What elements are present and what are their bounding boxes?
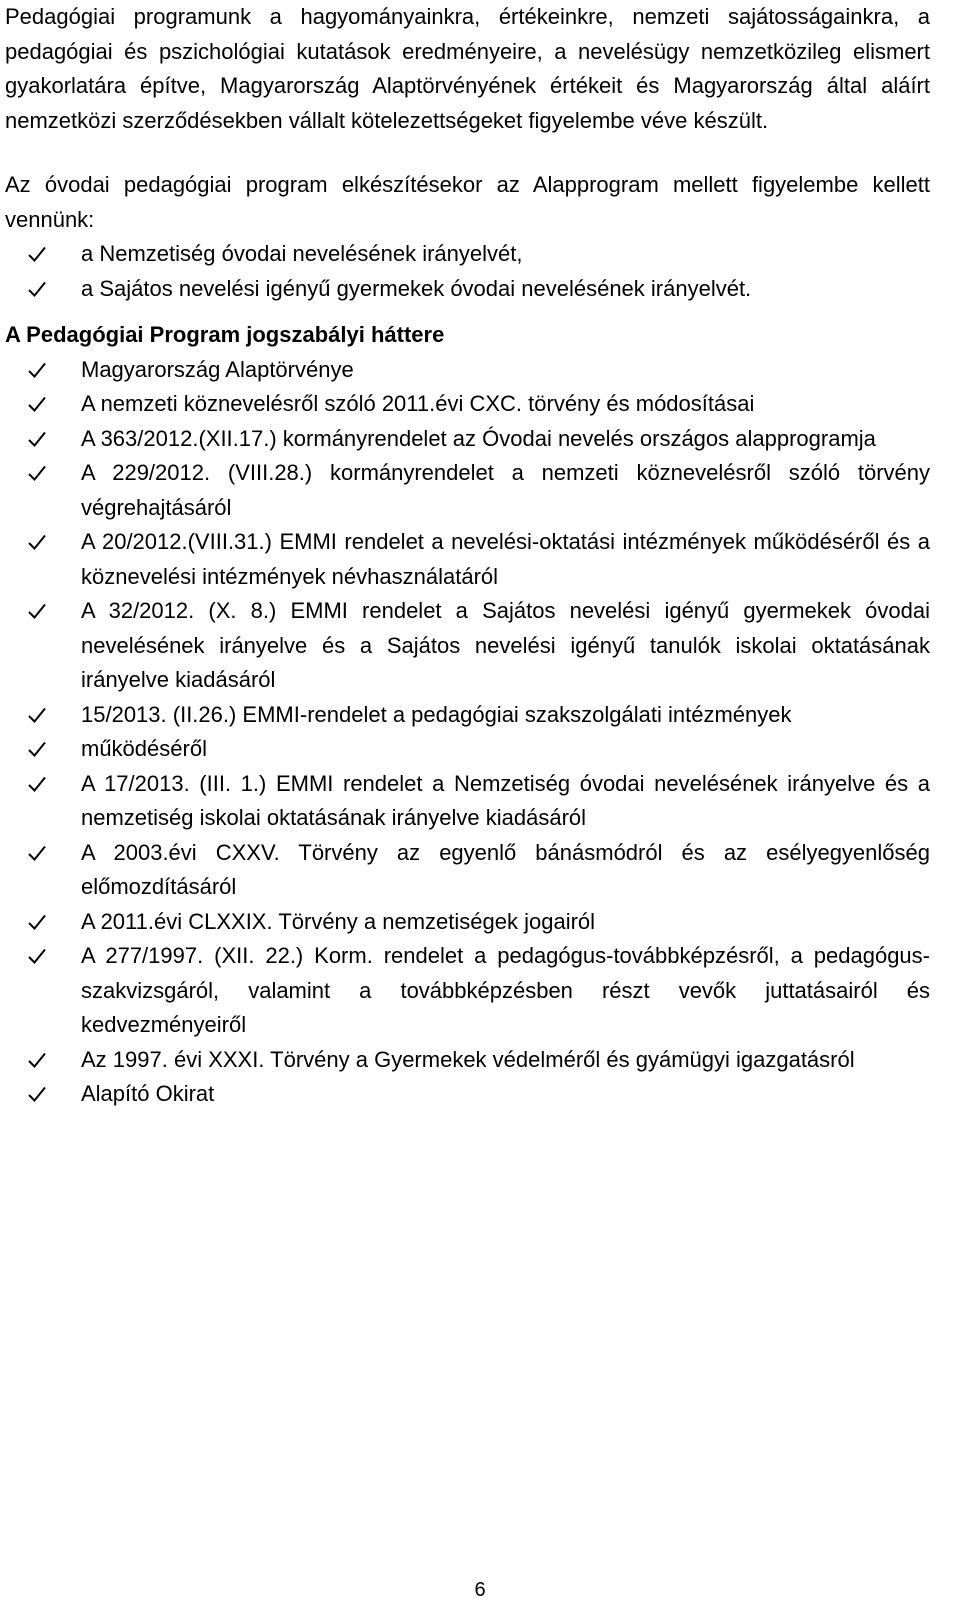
list-item (5, 272, 930, 307)
checkmark-icon (27, 1077, 49, 1112)
section-heading: A Pedagógiai Program jogszabályi háttere (5, 322, 445, 347)
intro-paragraph: Pedagógiai programunk a hagyományainkra, értékeinkre, nemzeti sajátosságainkra, a pedagógiai és pszichológiai kutatások eredményeire, a nevelésügy nemzetközileg elismert gyakorlatára építve, Magyarország Alaptörvényének értékeit és Magyarország által aláírt nemzetközi szerződésekben vállalt kötelezettségeket figyelembe véve készült. (5, 4, 930, 133)
checkmark-icon (27, 456, 49, 491)
list-item-text: A 32/2012. (X. 8.) EMMI rendelet a Sajátos nevelési igényű gyermekek óvodai nevelésének irányelve és a Sajátos nevelési igényű tanulók iskolai oktatásának irányelve kiadásáról (81, 598, 930, 692)
list-item (5, 387, 930, 422)
list-item (5, 353, 930, 388)
list-item-text: 15/2013. (II.26.) EMMI-rendelet a pedagógiai szakszolgálati intézmények (81, 701, 792, 727)
checkmark-icon (27, 272, 49, 307)
list-item (5, 1077, 930, 1112)
list-item (5, 456, 930, 525)
list-item-text: a Nemzetiség óvodai nevelésének irányelvét, (81, 241, 523, 266)
considerations-list (5, 237, 930, 306)
list-item (5, 594, 930, 698)
list-item-text: A 2011.évi CLXXIX. Törvény a nemzetiségek jogairól (81, 908, 596, 934)
list-item (5, 939, 930, 1043)
list-item-text: Magyarország Alaptörvénye (81, 356, 354, 382)
list-item-text: A 229/2012. (VIII.28.) kormányrendelet a nemzeti köznevelésről szóló törvény végrehajtásáról (81, 460, 930, 520)
list-item (5, 905, 930, 940)
checkmark-icon (27, 767, 49, 802)
list-item-text: A 20/2012.(VIII.31.) EMMI rendelet a nevelési-oktatási intézmények működéséről és a köznevelési intézmények névhasználatáról (81, 529, 930, 589)
checkmark-icon (27, 422, 49, 457)
list-item-text: a Sajátos nevelési igényű gyermekek óvodai nevelésének irányelvét. (81, 275, 752, 301)
list-item-text: Alapító Okirat (81, 1081, 215, 1106)
list-item-text: A 2003.évi CXXV. Törvény az egyenlő bánásmódról és az esélyegyenlőség előmozdításáról (81, 839, 930, 899)
checkmark-icon (27, 905, 49, 940)
list-item-text: A 17/2013. (III. 1.) EMMI rendelet a Nemzetiség óvodai nevelésének irányelve és a nemzetiség iskolai oktatásának irányelve kiadásáról (81, 770, 930, 830)
checkmark-icon (27, 698, 49, 733)
checkmark-icon (27, 594, 49, 629)
checkmark-icon (27, 387, 49, 422)
list-item-text: A 363/2012.(XII.17.) kormányrendelet az Óvodai nevelés országos alapprogramja (81, 425, 876, 451)
legal-background-list (5, 353, 930, 1112)
list-item (5, 767, 930, 836)
list-item (5, 1043, 930, 1078)
list-item (5, 698, 930, 733)
page-number: 6 (474, 1579, 486, 1601)
checkmark-icon (27, 732, 49, 767)
list-item-text: Az 1997. évi XXXI. Törvény a Gyermekek védelméről és gyámügyi igazgatásról (81, 1046, 855, 1072)
checkmark-icon (27, 525, 49, 560)
program-considerations-paragraph: Az óvodai pedagógiai program elkészítésekor az Alapprogram mellett figyelembe kellett vennünk: (5, 172, 930, 232)
list-item (5, 525, 930, 594)
list-item (5, 237, 930, 272)
checkmark-icon (27, 237, 49, 272)
list-item (5, 422, 930, 457)
checkmark-icon (27, 1043, 49, 1078)
list-item-text: A 277/1997. (XII. 22.) Korm. rendelet a pedagógus-továbbképzésről, a pedagógus-szakvizsgáról, valamint a továbbképzésben részt vevők juttatásairól és kedvezményeiről (81, 943, 930, 1037)
list-item-text: működéséről (81, 736, 207, 761)
checkmark-icon (27, 939, 49, 974)
list-item-text: A nemzeti köznevelésről szóló 2011.évi CXC. törvény és módosításai (81, 391, 755, 416)
document-page (5, 0, 930, 1112)
list-item (5, 836, 930, 905)
checkmark-icon (27, 353, 49, 388)
list-item (5, 732, 930, 767)
checkmark-icon (27, 836, 49, 871)
